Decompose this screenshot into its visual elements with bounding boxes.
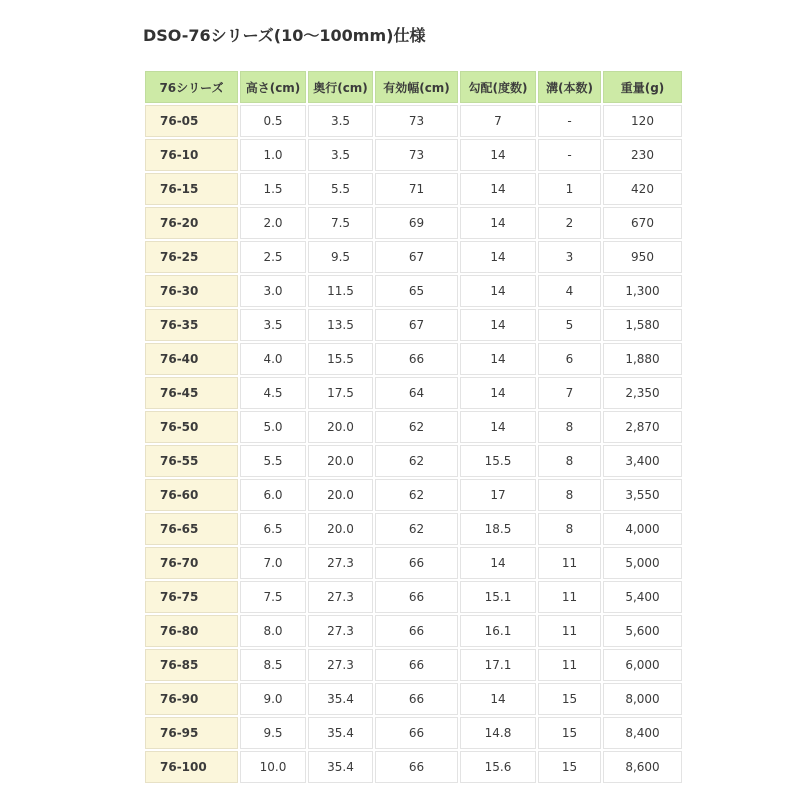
data-cell: 64 <box>375 377 458 409</box>
data-cell: 14 <box>460 547 536 579</box>
row-label-cell: 76-80 <box>145 615 238 647</box>
row-label-cell: 76-05 <box>145 105 238 137</box>
row-label-cell: 76-45 <box>145 377 238 409</box>
table-row <box>145 309 682 341</box>
data-cell: 66 <box>375 751 458 783</box>
data-cell: 7.0 <box>240 547 306 579</box>
data-cell: 15 <box>538 717 601 749</box>
data-cell: 16.1 <box>460 615 536 647</box>
row-label-cell: 76-35 <box>145 309 238 341</box>
row-label-cell: 76-20 <box>145 207 238 239</box>
data-cell: 14 <box>460 377 536 409</box>
data-cell: 15.5 <box>460 445 536 477</box>
row-label-cell: 76-10 <box>145 139 238 171</box>
data-cell: 230 <box>603 139 682 171</box>
data-cell: 20.0 <box>308 513 373 545</box>
data-cell: 5.5 <box>308 173 373 205</box>
data-cell: 14 <box>460 207 536 239</box>
row-label-cell: 76-85 <box>145 649 238 681</box>
data-cell: 27.3 <box>308 615 373 647</box>
table-row <box>145 377 682 409</box>
data-cell: 66 <box>375 547 458 579</box>
data-cell: 2.5 <box>240 241 306 273</box>
data-cell: 11 <box>538 615 601 647</box>
table-row <box>145 343 682 375</box>
data-cell: 14 <box>460 275 536 307</box>
table-row <box>145 105 682 137</box>
data-cell: 11 <box>538 581 601 613</box>
data-cell: 5 <box>538 309 601 341</box>
column-header: 重量(g) <box>603 71 682 103</box>
data-cell: 13.5 <box>308 309 373 341</box>
data-cell: 1,580 <box>603 309 682 341</box>
data-cell: 14 <box>460 309 536 341</box>
page-title: DSO-76シリーズ(10～100mm)仕様 <box>143 26 426 45</box>
data-cell: 67 <box>375 241 458 273</box>
data-cell: 6.5 <box>240 513 306 545</box>
data-cell: 4.0 <box>240 343 306 375</box>
data-cell: 5,600 <box>603 615 682 647</box>
data-cell: 11 <box>538 649 601 681</box>
data-cell: 3 <box>538 241 601 273</box>
data-cell: 6 <box>538 343 601 375</box>
data-cell: 20.0 <box>308 479 373 511</box>
data-cell: 9.5 <box>308 241 373 273</box>
data-cell: 14 <box>460 411 536 443</box>
data-cell: 8 <box>538 411 601 443</box>
table-row <box>145 547 682 579</box>
data-cell: 35.4 <box>308 751 373 783</box>
data-cell: 18.5 <box>460 513 536 545</box>
data-cell: 9.5 <box>240 717 306 749</box>
data-cell: 8.0 <box>240 615 306 647</box>
data-cell: 14.8 <box>460 717 536 749</box>
data-cell: 2,350 <box>603 377 682 409</box>
data-cell: 7.5 <box>240 581 306 613</box>
row-label-cell: 76-65 <box>145 513 238 545</box>
data-cell: 3,550 <box>603 479 682 511</box>
data-cell: 8 <box>538 479 601 511</box>
row-label-cell: 76-70 <box>145 547 238 579</box>
table-row <box>145 615 682 647</box>
data-cell: 73 <box>375 139 458 171</box>
data-cell: 35.4 <box>308 683 373 715</box>
data-cell: 14 <box>460 683 536 715</box>
data-cell: 66 <box>375 581 458 613</box>
data-cell: 420 <box>603 173 682 205</box>
data-cell: 14 <box>460 139 536 171</box>
table-row <box>145 139 682 171</box>
row-label-cell: 76-25 <box>145 241 238 273</box>
data-cell: 1.0 <box>240 139 306 171</box>
data-cell: 1,880 <box>603 343 682 375</box>
data-cell: 10.0 <box>240 751 306 783</box>
data-cell: 11.5 <box>308 275 373 307</box>
data-cell: 9.0 <box>240 683 306 715</box>
row-label-cell: 76-90 <box>145 683 238 715</box>
data-cell: 17 <box>460 479 536 511</box>
row-label-cell: 76-15 <box>145 173 238 205</box>
row-label-cell: 76-60 <box>145 479 238 511</box>
data-cell: 27.3 <box>308 547 373 579</box>
data-cell: 14 <box>460 343 536 375</box>
column-header: 奥行(cm) <box>308 71 373 103</box>
data-cell: 8,600 <box>603 751 682 783</box>
data-cell: 17.1 <box>460 649 536 681</box>
data-cell: 66 <box>375 615 458 647</box>
column-header: 有効幅(cm) <box>375 71 458 103</box>
table-row <box>145 411 682 443</box>
data-cell: 66 <box>375 343 458 375</box>
data-cell: 15 <box>538 751 601 783</box>
data-cell: 62 <box>375 479 458 511</box>
data-cell: 4,000 <box>603 513 682 545</box>
data-cell: 62 <box>375 445 458 477</box>
data-cell: - <box>538 105 601 137</box>
data-cell: 5.5 <box>240 445 306 477</box>
table-row <box>145 717 682 749</box>
row-label-cell: 76-30 <box>145 275 238 307</box>
table-row <box>145 513 682 545</box>
row-label-cell: 76-50 <box>145 411 238 443</box>
data-cell: 2,870 <box>603 411 682 443</box>
table-row <box>145 683 682 715</box>
data-cell: 8.5 <box>240 649 306 681</box>
table-row <box>145 207 682 239</box>
data-cell: 7 <box>538 377 601 409</box>
data-cell: 14 <box>460 173 536 205</box>
data-cell: 3.5 <box>240 309 306 341</box>
data-cell: 66 <box>375 683 458 715</box>
header-row <box>145 71 682 103</box>
row-label-cell: 76-55 <box>145 445 238 477</box>
data-cell: 35.4 <box>308 717 373 749</box>
data-cell: 3,400 <box>603 445 682 477</box>
row-label-cell: 76-100 <box>145 751 238 783</box>
data-cell: 73 <box>375 105 458 137</box>
data-cell: 7 <box>460 105 536 137</box>
data-cell: 3.5 <box>308 105 373 137</box>
data-cell: 3.5 <box>308 139 373 171</box>
data-cell: 27.3 <box>308 581 373 613</box>
data-cell: 65 <box>375 275 458 307</box>
table-row <box>145 241 682 273</box>
data-cell: 7.5 <box>308 207 373 239</box>
row-label-cell: 76-75 <box>145 581 238 613</box>
data-cell: 1,300 <box>603 275 682 307</box>
data-cell: 15.5 <box>308 343 373 375</box>
data-cell: - <box>538 139 601 171</box>
data-cell: 6.0 <box>240 479 306 511</box>
data-cell: 8 <box>538 513 601 545</box>
data-cell: 15.1 <box>460 581 536 613</box>
data-cell: 14 <box>460 241 536 273</box>
data-cell: 5.0 <box>240 411 306 443</box>
data-cell: 20.0 <box>308 411 373 443</box>
spec-table <box>143 69 684 785</box>
data-cell: 67 <box>375 309 458 341</box>
spec-table-head <box>145 71 682 103</box>
column-header: 高さ(cm) <box>240 71 306 103</box>
data-cell: 4.5 <box>240 377 306 409</box>
data-cell: 62 <box>375 513 458 545</box>
column-header: 勾配(度数) <box>460 71 536 103</box>
data-cell: 670 <box>603 207 682 239</box>
data-cell: 8,400 <box>603 717 682 749</box>
data-cell: 5,000 <box>603 547 682 579</box>
data-cell: 2.0 <box>240 207 306 239</box>
data-cell: 3.0 <box>240 275 306 307</box>
data-cell: 0.5 <box>240 105 306 137</box>
data-cell: 66 <box>375 649 458 681</box>
table-row <box>145 445 682 477</box>
data-cell: 15 <box>538 683 601 715</box>
table-row <box>145 275 682 307</box>
data-cell: 1 <box>538 173 601 205</box>
data-cell: 8 <box>538 445 601 477</box>
data-cell: 4 <box>538 275 601 307</box>
data-cell: 17.5 <box>308 377 373 409</box>
row-label-cell: 76-95 <box>145 717 238 749</box>
data-cell: 950 <box>603 241 682 273</box>
data-cell: 71 <box>375 173 458 205</box>
data-cell: 120 <box>603 105 682 137</box>
data-cell: 6,000 <box>603 649 682 681</box>
spec-table-body <box>145 105 682 783</box>
table-row <box>145 751 682 783</box>
row-label-cell: 76-40 <box>145 343 238 375</box>
column-header: 溝(本数) <box>538 71 601 103</box>
column-header: 76シリーズ <box>145 71 238 103</box>
data-cell: 69 <box>375 207 458 239</box>
data-cell: 27.3 <box>308 649 373 681</box>
data-cell: 5,400 <box>603 581 682 613</box>
table-row <box>145 649 682 681</box>
data-cell: 1.5 <box>240 173 306 205</box>
data-cell: 2 <box>538 207 601 239</box>
table-row <box>145 173 682 205</box>
data-cell: 62 <box>375 411 458 443</box>
table-row <box>145 479 682 511</box>
data-cell: 8,000 <box>603 683 682 715</box>
table-row <box>145 581 682 613</box>
data-cell: 20.0 <box>308 445 373 477</box>
data-cell: 66 <box>375 717 458 749</box>
data-cell: 11 <box>538 547 601 579</box>
data-cell: 15.6 <box>460 751 536 783</box>
